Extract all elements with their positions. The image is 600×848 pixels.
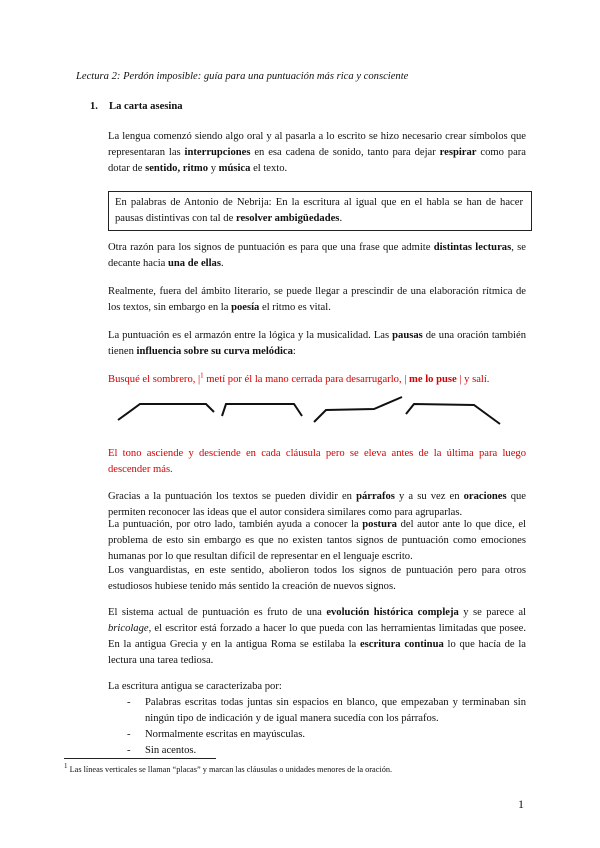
emphasis-parrafos: párrafos	[356, 491, 395, 502]
text-run: y se parece al	[458, 607, 526, 618]
emphasis-postura: postura	[362, 519, 397, 530]
text-run: como para dotar de	[108, 147, 527, 174]
footnote-mark: 1	[64, 762, 68, 771]
emphasis-musica: música	[218, 163, 251, 174]
example-sentence	[108, 372, 526, 388]
list-dash: -	[127, 697, 131, 708]
emphasis-evolucion-historica: evolución histórica compleja	[326, 607, 459, 618]
text-run: del autor ante lo que dice, el problema de esto sin embargo es que no existen tantos signos de puntuación como emociones humanas por lo que resultan difícil de representar en el lenguaje escrito.	[108, 519, 526, 562]
text-run: el texto.	[250, 163, 288, 174]
intonation-clause-2	[222, 404, 302, 416]
text-run: , se decante hacia	[108, 242, 526, 269]
text-run: , el escritor está forzado a hacer lo que pueda con las herramientas limitadas que posee. En la antigua Grecia y en la antigua Roma se estilaba la	[108, 623, 526, 650]
intonation-clause-4	[406, 404, 500, 424]
list-item-text: Palabras escritas todas juntas sin espacios en blanco, que empezaban y terminaban sin ningún tipo de indicación y de igual manera sucedía con los párrafos.	[145, 697, 526, 724]
list-item-text: Normalmente escritas en mayúsculas.	[145, 729, 306, 740]
emphasis-escritura-continua: escritura continua	[359, 639, 444, 650]
paragraph-rhythm	[108, 284, 526, 316]
emphasis-me-lo-puse: me lo puse	[409, 374, 457, 385]
list-dash: -	[127, 745, 131, 756]
emphasis-curva-melodica: influencia sobre su curva melódica	[136, 346, 293, 357]
text-run: .	[220, 258, 224, 269]
italic-bricolage: bricolage	[108, 623, 149, 634]
emphasis-respirar: respirar	[439, 147, 477, 158]
text-run: en esa cadena de sonido, tanto para dejar	[250, 147, 440, 158]
section-number: 1.	[90, 101, 98, 112]
text-run: y	[208, 163, 219, 174]
list-item	[108, 743, 526, 759]
section-title: La carta asesina	[109, 101, 183, 112]
text-run: Busqué el sombrero, |	[108, 374, 201, 385]
paragraph-posture	[108, 517, 526, 565]
text-run: En palabras de Antonio de Nebrija: En la escritura al igual que en el habla se han de hacer pausas distintivas con tal de	[115, 197, 523, 224]
intonation-clause-3	[314, 397, 402, 422]
paragraph-readings	[108, 240, 526, 272]
list-item	[108, 727, 526, 743]
emphasis-sentido-ritmo: sentido, ritmo	[145, 163, 209, 174]
emphasis-una-de-ellas: una de ellas	[168, 258, 221, 269]
text-run: Realmente, fuera del ámbito literario, se puede llegar a prescindir de una elaboración rítmica de los textos, sin embargo en la	[108, 286, 526, 313]
emphasis-interrupciones: interrupciones	[184, 147, 251, 158]
intonation-clause-1	[118, 404, 214, 420]
emphasis-poesia: poesía	[231, 302, 260, 313]
text-run: La lengua comenzó siendo algo oral y al pasarla a lo escrito se hizo necesario crear símbolos que representaran las	[108, 131, 526, 158]
emphasis-oraciones: oraciones	[463, 491, 507, 502]
text-run: lo que hacía de la lectura una tarea tediosa.	[108, 639, 526, 666]
text-run: La puntuación, por otro lado, también ayuda a conocer la	[108, 519, 363, 530]
emphasis-pausas: pausas	[392, 330, 423, 341]
text-run: | y salí.	[456, 374, 490, 385]
intonation-curve-figure	[116, 396, 516, 430]
text-run: .	[339, 213, 343, 224]
text-run: La puntuación es el armazón entre la lógica y la musicalidad. Las	[108, 330, 393, 341]
tone-explanation: El tono asciende y desciende en cada cláusula pero se eleva antes de la última para luego descender más.	[108, 448, 526, 475]
list-dash: -	[127, 729, 131, 740]
paragraph-origin	[108, 129, 526, 177]
text-run: el ritmo es vital.	[259, 302, 331, 313]
section-heading	[90, 101, 183, 112]
paragraph-melody	[108, 328, 526, 360]
emphasis-resolver-ambiguedades: resolver ambigüedades	[235, 213, 340, 224]
text-run: El sistema actual de puntuación es fruto de una	[108, 607, 327, 618]
text-run: que permiten reconocer las ideas que el autor considera similares como para agruparlas.	[108, 491, 526, 518]
emphasis-distintas-lecturas: distintas lecturas	[433, 242, 512, 253]
nebrija-quote-box	[108, 191, 532, 231]
footnote-text: Las líneas verticales se llaman “placas” y marcan las cláusulas o unidades menores de la oración.	[67, 765, 393, 774]
text-run: de una oración también tienen	[108, 330, 526, 357]
paragraph-history	[108, 605, 526, 669]
document-title: Lectura 2: Perdón imposible: guía para una puntuación más rica y consciente	[76, 71, 409, 82]
ancient-writing-list	[108, 695, 526, 759]
page-number: 1	[518, 797, 524, 811]
footnote	[64, 764, 392, 776]
text-run: metí por él la mano cerrada para desarrugarlo, |	[203, 374, 410, 385]
list-item	[108, 695, 526, 727]
text-run: :	[292, 346, 296, 357]
text-run: Otra razón para los signos de puntuación es para que una frase que admite	[108, 242, 434, 253]
text-run: Gracias a la puntuación los textos se pueden dividir en	[108, 491, 357, 502]
footnote-separator	[64, 758, 216, 759]
ancient-writing-intro: La escritura antigua se caracterizaba por:	[108, 681, 282, 692]
footnote-reference: 1	[200, 371, 204, 380]
text-run: y a su vez en	[394, 491, 464, 502]
paragraph-vanguard: Los vanguardistas, en este sentido, abolieron todos los signos de puntuación pero para otros estudiosos hubiese tenido más sentido la creación de nuevos signos.	[108, 565, 526, 592]
list-item-text: Sin acentos.	[145, 745, 197, 756]
